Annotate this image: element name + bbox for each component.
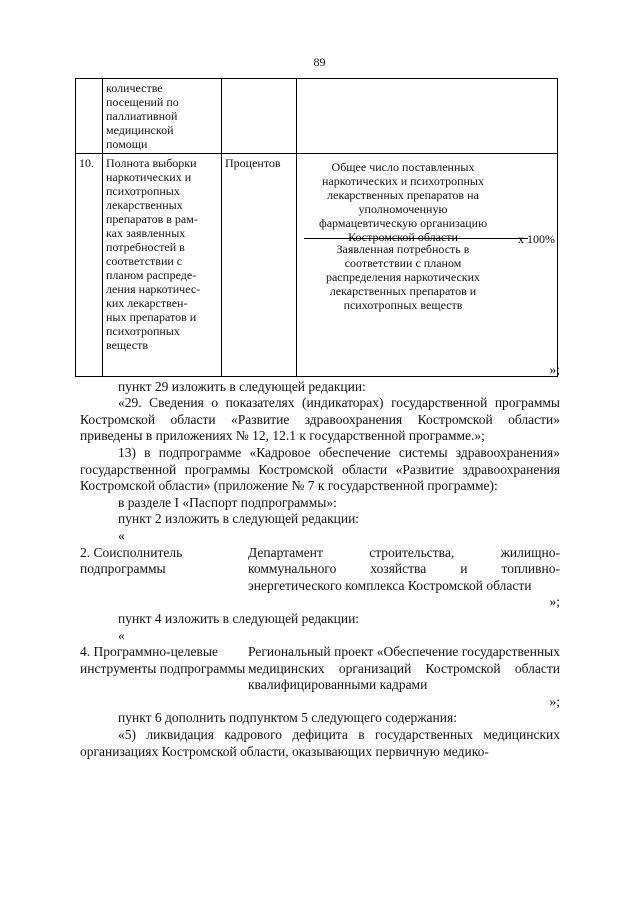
indicator-name: количестве посещений по паллиативной медицинской помощи	[103, 79, 222, 154]
fraction-line	[304, 238, 528, 239]
indicator-unit	[222, 79, 297, 154]
closing-quote: »;	[549, 362, 560, 377]
passport-item-4	[80, 644, 560, 694]
row-number	[76, 79, 103, 154]
page-number: 89	[313, 55, 326, 69]
opening-quote: «	[118, 627, 125, 643]
paragraph: 13) в подпрограмме «Кадровое обеспечение системы здравоохранения» государственной программы Костромской области «Развитие здравоохранения Костромской области» (приложение № 7 к государственной программе):	[80, 444, 560, 494]
closing-quote: »;	[549, 594, 560, 610]
paragraph: «5) ликвидация кадрового дефицита в государственных медицинских организациях Костромской области, оказывающих первичную медико-	[80, 727, 560, 759]
indicator-formula	[297, 79, 558, 154]
table-row	[76, 79, 558, 154]
formula-multiplier: x 100%	[518, 232, 555, 246]
table-row	[76, 154, 558, 377]
row-number: 10.	[76, 154, 103, 377]
paragraph: пункт 29 изложить в следующей редакции:	[118, 378, 366, 394]
paragraph: «29. Сведения о показателях (индикаторах) государственной программы Костромской области «Развитие здравоохранения Костромской области» приведены в приложениях № 12, 12.1 к государственной программе.»;	[80, 395, 560, 444]
formula-denominator: Заявленная потребность в соответствии с планом распределения наркотических лекарственных препаратов и психотропных веществ	[325, 242, 481, 312]
indicator-unit: Процентов	[222, 154, 297, 377]
opening-quote: «	[118, 527, 125, 543]
paragraph: пункт 2 изложить в следующей редакции:	[118, 511, 360, 527]
indicator-formula	[297, 154, 558, 377]
item-label: 4. Программно-целевые инструменты подпрограммы	[80, 644, 246, 676]
indicator-name: Полнота выборки наркотических и психотропных лекарственных препаратов в рам- ках заявленных потребностей в соответствии с планом распреде- ления наркотичес- ких лекарствен- ных препаратов и психотропных веществ	[103, 154, 222, 377]
formula-numerator: Общее число поставленных наркотических и психотропных лекарственных препаратов на уполномоченную фармацевтическую организацию Костромской области	[318, 160, 488, 244]
paragraph: пункт 4 изложить в следующей редакции:	[118, 610, 360, 626]
indicator-table	[75, 78, 558, 377]
passport-item-2	[80, 545, 560, 595]
item-value: Региональный проект «Обеспечение государственных медицинских организаций Костромской области квалифицированными кадрами	[248, 644, 560, 693]
closing-quote: »;	[549, 693, 560, 709]
document-body	[80, 362, 560, 760]
item-value: Департамент строительства, жилищно-коммунального хозяйства и топливно-энергетического комплекса Костромской области	[248, 544, 560, 593]
paragraph: в разделе I «Паспорт подпрограммы»:	[118, 494, 337, 510]
item-label: 2. Соисполнитель подпрограммы	[80, 544, 183, 577]
paragraph: пункт 6 дополнить подпунктом 5 следующего содержания:	[118, 710, 457, 726]
